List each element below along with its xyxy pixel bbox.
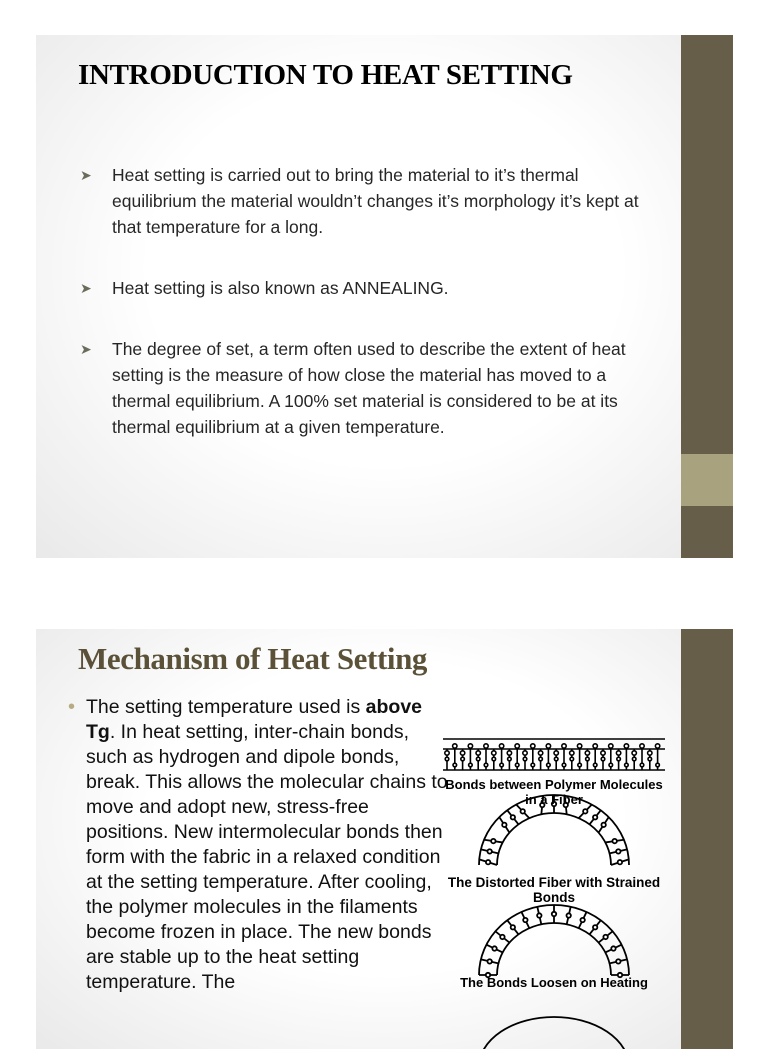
arrow-bullet-icon: ➤ [80,167,92,183]
bond-node [566,913,570,917]
bond-node [593,925,597,929]
bullet-item [78,336,658,440]
bond-node [460,751,464,755]
bond-node [616,959,620,963]
bond-node [515,763,519,767]
bullet-text: Heat setting is also known as ANNEALING. [112,278,449,298]
bond-node [616,849,620,853]
figure-caption: Bonds between Polymer Molecules in a Fiber [445,777,663,807]
bond-node [492,751,496,755]
bond-node [476,751,480,755]
bond-node [445,751,449,755]
bond-node [593,815,597,819]
bottom-arc [479,1017,629,1049]
bond-node [521,809,525,813]
slide-sidebar [681,35,733,558]
arrow-bullet-icon: ➤ [80,280,92,296]
bond-node [492,946,496,950]
bond-node [593,763,597,767]
bond-node [601,757,605,761]
para-lead: The setting temperature used is [86,696,366,718]
bond-node [523,751,527,755]
bond-node [484,763,488,767]
bond-node [570,757,574,761]
bond-node [580,918,584,922]
bond-node [655,744,659,748]
bond-node [611,946,615,950]
bond-node [586,757,590,761]
arrow-bullet-icon: ➤ [80,341,92,357]
bond-node [624,744,628,748]
bond-node [640,763,644,767]
bond-node [618,860,622,864]
bond-node [609,744,613,748]
sidebar-accent-block [681,454,733,506]
bond-node [562,763,566,767]
figure-caption: The Distorted Fiber with Strained Bonds [447,875,661,905]
slide-title: Mechanism of Heat Setting [78,641,428,676]
bond-node [577,744,581,748]
bond-node [486,860,490,864]
bond-node [484,744,488,748]
bond-node [601,751,605,755]
polymer-bonds-figure [439,737,669,1049]
bond-node [487,959,491,963]
bond-node [656,763,660,767]
bond-node [640,744,644,748]
slide-mechanism [36,629,733,1049]
bond-node [554,757,558,761]
straight-chain-diagram [443,739,665,770]
bond-node [632,757,636,761]
loosened-bonds-arc [479,905,629,977]
para-rest: . In heat setting, inter-chain bonds, such as hydrogen and dipole bonds, break. This allows the molecular chains to move and adopt new, stress-free positions. New intermolecular bonds then form with the fabric in a relaxed condition at the setting temperature. After cooling, the polymer molecules in the filaments become frozen in place. The new bonds are stable up to the heat setting temperature. The [86,721,448,993]
bond-node [500,935,504,939]
bond-node [625,763,629,767]
bond-node [453,763,457,767]
bond-node [648,751,652,755]
bond-node [593,744,597,748]
bullet-item [78,162,658,240]
bullet-list [78,162,658,440]
bond-node [570,751,574,755]
bond-node [469,763,473,767]
bond-node [445,757,449,761]
bullet-text: The degree of set, a term often used to describe the extent of heat setting is the measure of how close the material has moved to a thermal equilibrium. A 100% set material is considered to be at its thermal equilibrium at a given temperature. [112,339,626,437]
bond-node [502,823,506,827]
bond-node [515,744,519,748]
bond-node [609,763,613,767]
bond-node [461,757,465,761]
bond-node [531,744,535,748]
slide-introduction [36,35,733,558]
bond-node [585,751,589,755]
bond-node [476,757,480,761]
bond-node [616,751,620,755]
slide-sidebar [681,629,733,1049]
bond-node [648,757,652,761]
bond-node [487,849,491,853]
bond-node [468,744,472,748]
bond-node [546,744,550,748]
bullet-text: Heat setting is carried out to bring the material to it’s thermal equilibrium the material wouldn’t changes it’s morphology it’s kept at that temperature for a long. [112,165,639,237]
bullet-item [78,275,658,301]
para-bold: above Tg [86,696,423,743]
bond-node [583,809,587,813]
bond-node [492,757,496,761]
body-paragraph [68,695,448,995]
bond-node [547,763,551,767]
bond-node [453,744,457,748]
bond-node [612,839,616,843]
bond-node [508,757,512,761]
bond-node [537,913,541,917]
bond-node [554,751,558,755]
figure-caption: The Bonds Loosen on Heating [460,975,648,990]
bond-node [632,751,636,755]
bond-node [603,935,607,939]
slide-title: INTRODUCTION TO HEAT SETTING [78,59,573,91]
bond-node [500,763,504,767]
bond-node [552,912,556,916]
bond-node [523,757,527,761]
bond-node [511,815,515,819]
bond-node [538,751,542,755]
bond-node [523,918,527,922]
bond-node [601,823,605,827]
bond-node [531,763,535,767]
bond-node [511,925,515,929]
bond-node [578,763,582,767]
bond-node [562,744,566,748]
bond-node [617,757,621,761]
bond-node [499,744,503,748]
bond-node [539,757,543,761]
bond-node [507,751,511,755]
round-bullet-icon: • [68,696,76,718]
bond-node [491,839,495,843]
